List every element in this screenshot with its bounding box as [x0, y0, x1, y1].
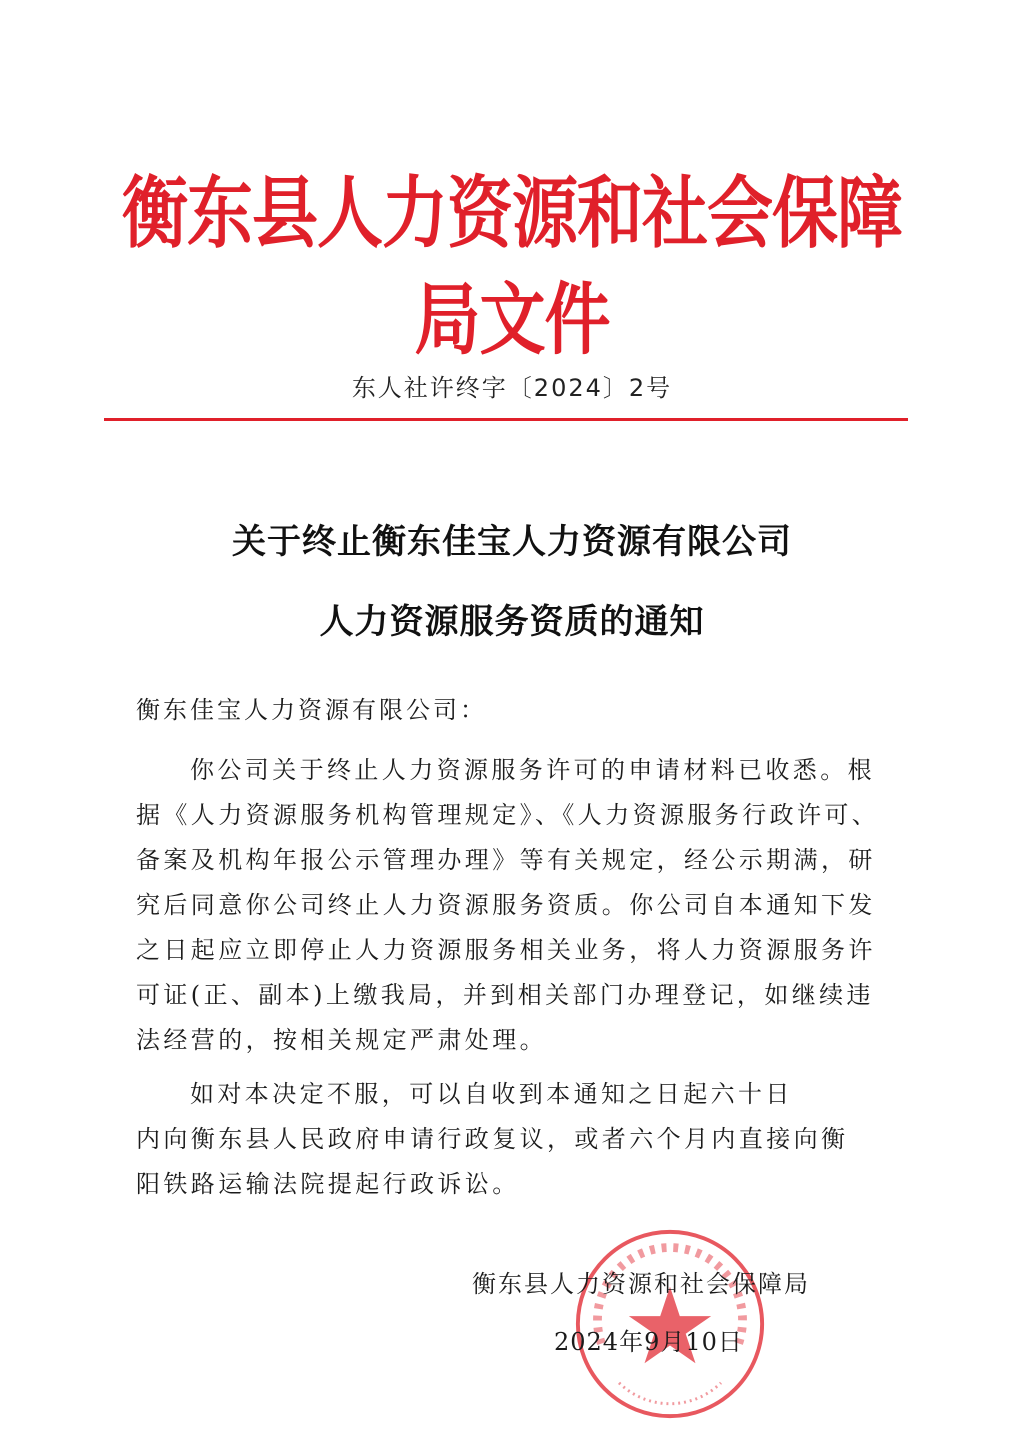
red-divider [104, 418, 908, 421]
body-line: 究后同意你公司终止人力资源服务资质。你公司自本通知下发 [136, 891, 876, 919]
body-line: 你公司关于终止人力资源服务许可的申请材料已收悉。根 [190, 756, 875, 784]
signing-organization: 衡东县人力资源和社会保障局 [472, 1270, 810, 1298]
body-line: 可证(正、副本)上缴我局，并到相关部门办理登记，如继续违 [136, 981, 874, 1009]
body-paragraph-2 [136, 1072, 876, 1207]
recipient: 衡东佳宝人力资源有限公司： [136, 696, 487, 724]
letterhead-title: 衡东县人力资源和社会保障局文件 [122, 167, 902, 366]
signing-date: 2024年9月10日 [554, 1328, 743, 1356]
body-paragraph-1 [136, 748, 880, 1063]
body-line: 阳铁路运输法院提起行政诉讼。 [136, 1170, 520, 1198]
body-line: 备案及机构年报公示管理办理》等有关规定，经公示期满，研 [136, 846, 876, 874]
document-number: 东人社许终字〔2024〕2号 [351, 374, 673, 402]
body-line: 法经营的，按相关规定严肃处理。 [136, 1026, 547, 1054]
body-line: 之日起应立即停止人力资源服务相关业务，将人力资源服务许 [136, 936, 876, 964]
body-line: 如对本决定不服，可以自收到本通知之日起六十日 [190, 1080, 793, 1108]
body-line: 内向衡东县人民政府申请行政复议，或者六个月内直接向衡 [136, 1125, 849, 1153]
notice-title-line-2: 人力资源服务资质的通知 [319, 602, 705, 642]
body-line: 据《人力资源服务机构管理规定》、《人力资源服务行政许可、 [136, 801, 880, 829]
notice-title-line-1: 关于终止衡东佳宝人力资源有限公司 [232, 522, 792, 562]
